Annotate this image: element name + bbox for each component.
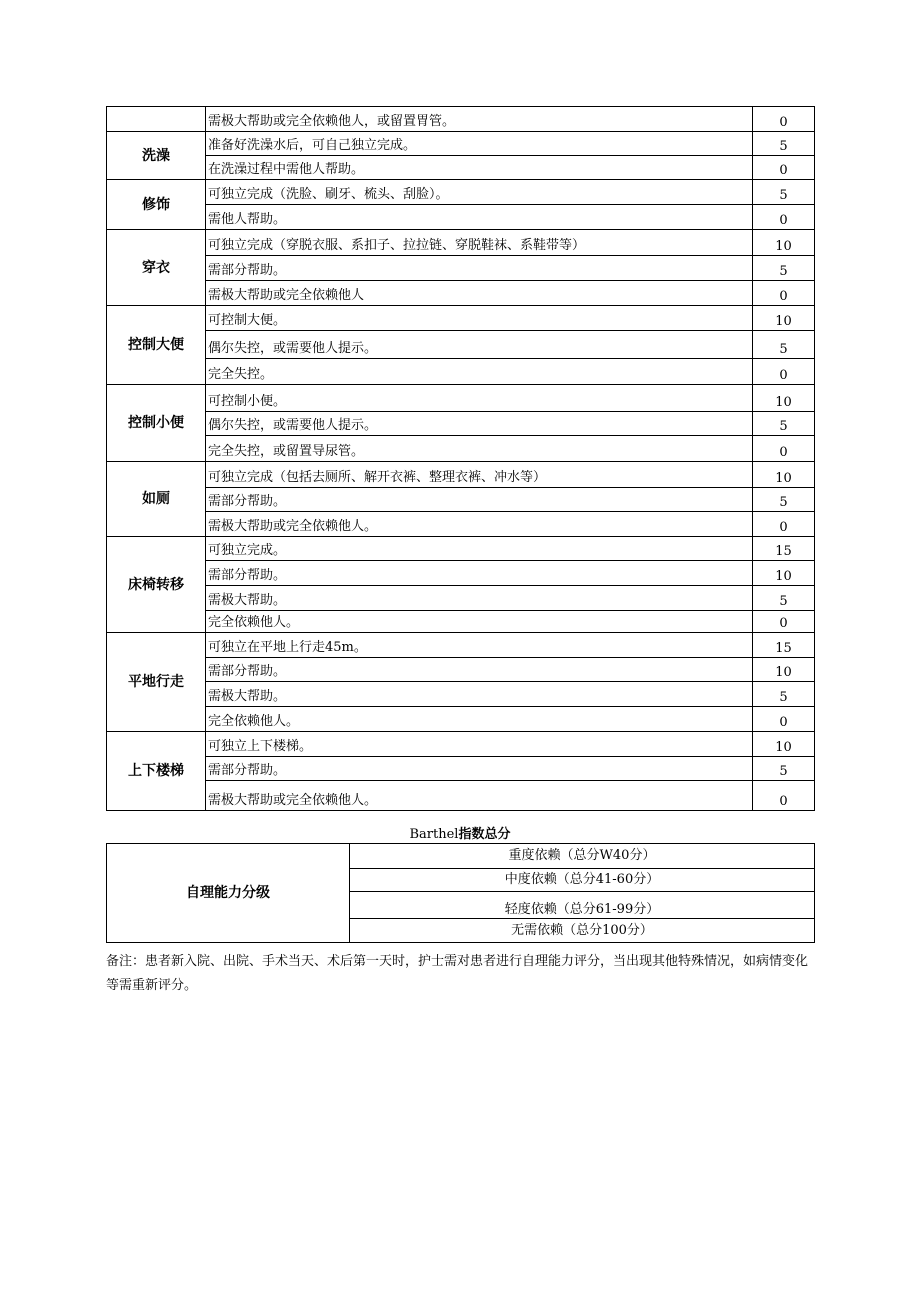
score-cell: 10 [753, 306, 815, 331]
score-cell: 0 [753, 512, 815, 537]
description-cell: 完全失控，或留置导尿管。 [206, 436, 753, 462]
score-row [107, 537, 815, 561]
grade-level: 重度依赖（总分W40分） [350, 844, 815, 869]
score-row [107, 658, 815, 682]
description-cell: 可控制大便。 [206, 306, 753, 331]
description-cell: 需极大帮助或完全依赖他人。 [206, 512, 753, 537]
category-cell: 洗澡 [107, 132, 206, 180]
description-cell: 可独立在平地上行走45m。 [206, 633, 753, 658]
score-row [107, 462, 815, 488]
score-row [107, 180, 815, 205]
description-cell: 可独立完成（洗脸、刷牙、梳头、刮脸）。 [206, 180, 753, 205]
score-row [107, 682, 815, 707]
footnote: 备注：患者新入院、出院、手术当天、术后第一天时，护士需对患者进行自理能力评分，当出现其他特殊情况，如病情变化等需重新评分。 [106, 954, 809, 993]
score-cell: 5 [753, 412, 815, 436]
category-cell [107, 107, 206, 132]
description-cell: 需部分帮助。 [206, 488, 753, 512]
score-cell: 0 [753, 359, 815, 385]
score-row [107, 156, 815, 180]
total-label-text: 指数总分 [458, 827, 511, 842]
score-cell: 5 [753, 256, 815, 281]
description-cell: 需部分帮助。 [206, 757, 753, 781]
score-row [107, 561, 815, 586]
description-cell: 需他人帮助。 [206, 205, 753, 230]
description-cell: 需极大帮助或完全依赖他人 [206, 281, 753, 306]
score-row [107, 331, 815, 359]
description-cell: 准备好洗澡水后，可自己独立完成。 [206, 132, 753, 156]
score-row [107, 230, 815, 256]
description-cell: 在洗澡过程中需他人帮助。 [206, 156, 753, 180]
total-prefix: Barthel [409, 827, 459, 842]
score-cell: 5 [753, 132, 815, 156]
score-cell: 0 [753, 107, 815, 132]
description-cell: 可独立完成（包括去厕所、解开衣裤、整理衣裤、冲水等） [206, 462, 753, 488]
category-cell: 平地行走 [107, 633, 206, 732]
score-row [107, 132, 815, 156]
grade-heading: 自理能力分级 [107, 844, 350, 943]
grade-level: 轻度依赖（总分61-99分） [350, 892, 815, 919]
score-row [107, 107, 815, 132]
description-cell: 需极大帮助或完全依赖他人，或留置胃管。 [206, 107, 753, 132]
score-row [107, 256, 815, 281]
barthel-total-label [106, 823, 814, 842]
description-cell: 完全依赖他人。 [206, 611, 753, 633]
score-cell: 10 [753, 561, 815, 586]
score-cell: 5 [753, 488, 815, 512]
description-cell: 可独立完成（穿脱衣服、系扣子、拉拉链、穿脱鞋袜、系鞋带等） [206, 230, 753, 256]
category-cell: 床椅转移 [107, 537, 206, 633]
score-cell: 10 [753, 658, 815, 682]
score-row [107, 757, 815, 781]
category-cell: 穿衣 [107, 230, 206, 306]
description-cell: 可独立完成。 [206, 537, 753, 561]
description-cell: 需极大帮助。 [206, 682, 753, 707]
score-cell: 0 [753, 205, 815, 230]
score-cell: 15 [753, 633, 815, 658]
description-cell: 需极大帮助或完全依赖他人。 [206, 781, 753, 811]
score-row [107, 488, 815, 512]
score-row [107, 306, 815, 331]
description-cell: 需部分帮助。 [206, 256, 753, 281]
category-cell: 控制大便 [107, 306, 206, 385]
score-cell: 15 [753, 537, 815, 561]
description-cell: 可控制小便。 [206, 385, 753, 412]
self-care-grade-table [106, 843, 815, 943]
score-cell: 10 [753, 230, 815, 256]
score-cell: 5 [753, 331, 815, 359]
score-row [107, 732, 815, 757]
score-cell: 0 [753, 281, 815, 306]
score-row [107, 781, 815, 811]
grade-level: 中度依赖（总分41-60分） [350, 869, 815, 892]
score-row [107, 412, 815, 436]
score-row [107, 707, 815, 732]
score-cell: 0 [753, 781, 815, 811]
score-row [107, 205, 815, 230]
description-cell: 需部分帮助。 [206, 561, 753, 586]
score-row [107, 611, 815, 633]
description-cell: 完全失控。 [206, 359, 753, 385]
score-row [107, 436, 815, 462]
score-row [107, 281, 815, 306]
score-cell: 10 [753, 732, 815, 757]
score-cell: 0 [753, 707, 815, 732]
score-row [107, 385, 815, 412]
score-cell: 10 [753, 385, 815, 412]
description-cell: 偶尔失控，或需要他人提示。 [206, 331, 753, 359]
score-cell: 0 [753, 156, 815, 180]
grade-level: 无需依赖（总分100分） [350, 919, 815, 943]
description-cell: 完全依赖他人。 [206, 707, 753, 732]
score-cell: 0 [753, 436, 815, 462]
score-row [107, 512, 815, 537]
barthel-score-table [106, 106, 815, 811]
description-cell: 偶尔失控，或需要他人提示。 [206, 412, 753, 436]
score-row [107, 633, 815, 658]
score-row [107, 359, 815, 385]
category-cell: 控制小便 [107, 385, 206, 462]
description-cell: 需极大帮助。 [206, 586, 753, 611]
description-cell: 可独立上下楼梯。 [206, 732, 753, 757]
score-cell: 5 [753, 682, 815, 707]
score-cell: 5 [753, 586, 815, 611]
score-cell: 10 [753, 462, 815, 488]
score-cell: 5 [753, 757, 815, 781]
score-row [107, 586, 815, 611]
category-cell: 修饰 [107, 180, 206, 230]
category-cell: 上下楼梯 [107, 732, 206, 811]
description-cell: 需部分帮助。 [206, 658, 753, 682]
score-cell: 5 [753, 180, 815, 205]
category-cell: 如厕 [107, 462, 206, 537]
score-cell: 0 [753, 611, 815, 633]
